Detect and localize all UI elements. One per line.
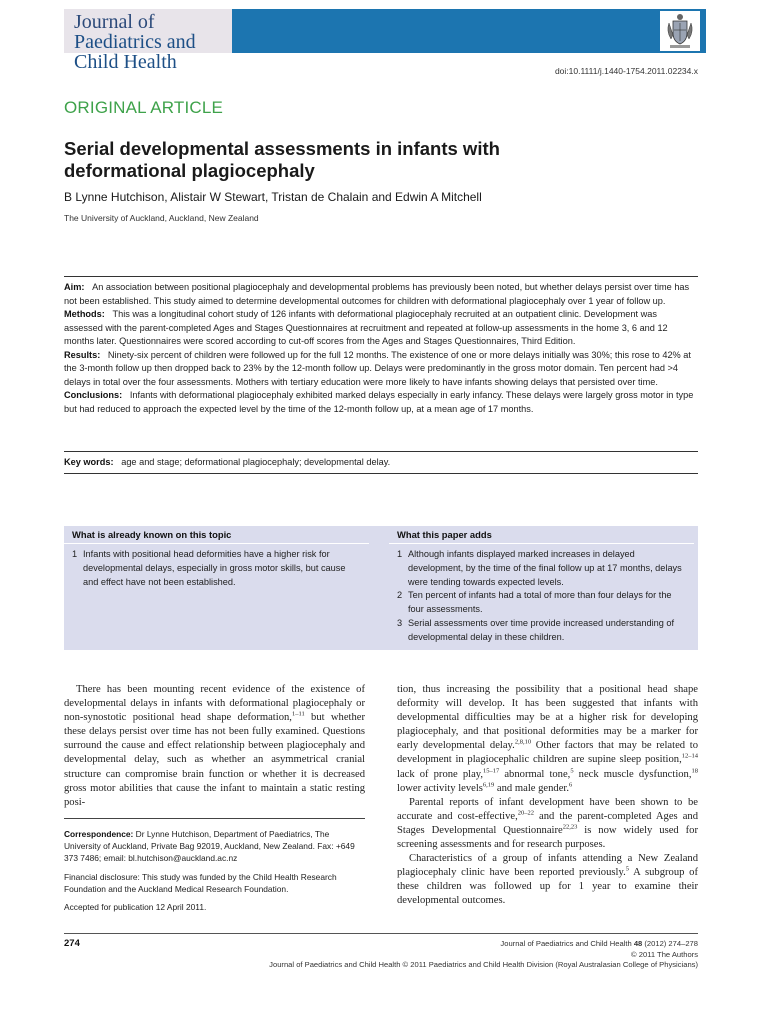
citation-ref[interactable]: 6,19 [482, 781, 495, 789]
journal-name-line2: Child Health [74, 51, 177, 73]
keywords-text: age and stage; deformational plagiocephaly; developmental delay. [121, 457, 391, 467]
abstract-text: Infants with deformational plagiocephaly exhibited marked delays especially in early infancy. These delays were largely gross motor in type but had reduced to approach the expected level by the time of the 12-month follow up, at a mean age of 17 months. [64, 390, 694, 414]
authors: B Lynne Hutchison, Alistair W Stewart, Tristan de Chalain and Edwin A Mitchell [64, 190, 482, 204]
known-topic-column [64, 526, 369, 589]
journal-name-emphasis: Paediatrics and [74, 31, 196, 53]
article-title: Serial developmental assessments in infants with deformational plagiocephaly [64, 138, 500, 181]
abstract-text: Ninety-six percent of children were followed up for the full 12 months. The existence of one or more delays initially was 30%; this rose to 42% at the 3-month follow up then dropped back to 23% by the 12-month follow up. Delays were predominantly in the gross motor domain. Ten percent had >4 delays in total over the four assessments. Mothers with tertiary education were more likely to have infants showing delays that persisted over time. [64, 349, 691, 387]
correspondence-address: Dr Lynne Hutchison, Department of Paediatrics, The University of Auckland, Private Bag 92019, Auckland, New Zealand. Fax: +649 373 7486; email: bl.hutchison@auckland.ac.nz [64, 829, 355, 864]
citation-ref[interactable]: 1–11 [291, 710, 305, 718]
journal-name [74, 12, 232, 72]
page-number: 274 [64, 938, 80, 949]
correspondence-rule [64, 818, 365, 819]
abstract-label: Results: [64, 349, 101, 360]
list-text: Although infants displayed marked increases in delayed development, by the time of the final follow up at 17 months, delays were tending towards expected levels. [408, 549, 682, 587]
footer-citation [269, 939, 698, 971]
footer-rule [64, 933, 698, 934]
citation-ref[interactable]: 15–17 [483, 767, 500, 775]
citation-ref[interactable]: 20–22 [517, 809, 534, 817]
known-topic-list [64, 544, 369, 589]
body-paragraph: tion, thus increasing the possibility that a positional head shape deformity will develop. It has been suggested that infants with developmental difficulties may be at a higher risk for developing plagiocephaly, and that positional deformities may be a marker for early developmental delay.$^{2,8,10}$ Other factors that may be related to development in plagiocephalic children are supine sleep position,$^{12-14}$ lack of prone play,$^{15-17}$ abnormal tone,$^5$ neck muscle dysfunction,$^{18}$ lower activity levels$^{6,19}$ and male gender.$^6$ [397, 684, 699, 794]
citation-ref[interactable]: 22,23 [562, 823, 578, 831]
citation-ref[interactable]: 5 [570, 767, 574, 775]
abstract-label: Aim: [64, 282, 85, 292]
citation-ref[interactable]: 5 [625, 865, 629, 873]
abstract-text: An association between positional plagiocephaly and developmental problems has previously been noted, but whether delays persist over time has not been established. This study aimed to determine developmental outcomes for children with deformational plagiocephaly over 1 year of follow up. [64, 282, 690, 306]
citation-line: Journal of Paediatrics and Child Health 48 (2012) 274–278 [500, 939, 698, 948]
section-label: ORIGINAL ARTICLE [64, 98, 224, 117]
correspondence-text [64, 828, 365, 865]
copyright-authors: © 2011 The Authors [631, 949, 698, 959]
journal-name-prefix: Journal of [74, 11, 155, 33]
list-item [397, 548, 686, 589]
list-number: 1 [397, 549, 403, 559]
copyright-line: Journal of Paediatrics and Child Health © 2011 Paediatrics and Child Health Division (Royal Australasian College of Physicians) [269, 960, 698, 970]
list-text: Ten percent of infants had a total of more than four delays for the four assessments. [408, 590, 672, 615]
abstract [64, 281, 698, 416]
list-text: Serial assessments over time provide increased understanding of developmental delay in these children. [408, 617, 675, 642]
keywords-label: Key words: [64, 457, 114, 467]
citation-ref[interactable]: 12–14 [681, 752, 698, 760]
financial-disclosure: Financial disclosure: This study was funded by the Child Health Research Foundation and the Auckland Medical Research Foundation. [64, 871, 337, 894]
keywords-rule [64, 451, 698, 452]
summary-box [64, 526, 698, 650]
abstract-aim [64, 281, 698, 308]
abstract-label: Conclusions: [64, 390, 123, 400]
doi[interactable]: doi:10.1111/j.1440-1754.2011.02234.x [554, 66, 698, 76]
list-number: 1 [72, 549, 78, 559]
abstract-label: Methods: [64, 309, 105, 319]
paper-adds-list [389, 544, 694, 645]
abstract-methods [64, 308, 698, 349]
list-text: Infants with positional head deformities have a higher risk for developmental delays, especially in gross motor skills, but cause and effect have not been established. [83, 549, 346, 587]
correspondence [64, 828, 365, 919]
paper-adds-column [389, 526, 694, 645]
accepted-date: Accepted for publication 12 April 2011. [64, 902, 207, 913]
citation-ref[interactable]: 6 [569, 781, 573, 789]
body-paragraph: Parental reports of infant development have been shown to be accurate and cost-effective,$^{20-22}$ and the parent-completed Ages and Stages Developmental Questionnaire$^{22,23}$ is now widely used for screening assessments and for research purposes. [397, 796, 699, 851]
list-number: 2 [397, 590, 403, 601]
list-item [72, 548, 361, 589]
known-topic-heading: What is already known on this topic [64, 526, 369, 544]
body-column-left [64, 683, 365, 810]
list-item [397, 617, 686, 645]
abstract-top-rule [64, 276, 698, 277]
abstract-text: This was a longitudinal cohort study of 126 infants with deformational plagiocephaly recruited at an outpatient clinic. Development was assessed with the parent-completed Ages and Stages Questionnaires at recruitment and repeated at follow-up assessments in the home 3, 6 and 12 months later. Questionnaires were scored according to cut-off scores from the Ages and Stages Questionnaires, Third Edition. [64, 309, 668, 346]
correspondence-label: Correspondence: [64, 829, 134, 839]
journal-name-panel [64, 9, 232, 73]
citation-ref[interactable]: 2,8,10 [514, 738, 532, 746]
college-crest-icon [660, 11, 700, 51]
keywords-bottom-rule [64, 473, 698, 474]
body-paragraph: Characteristics of a group of infants attending a New Zealand plagiocephaly clinic have been reported previously.$^5$ A subgroup of these children was followed up for 1 year to examine their developmental outcomes. [397, 853, 699, 907]
keywords [64, 457, 698, 467]
list-item [397, 589, 686, 617]
citation-ref[interactable]: 18 [691, 767, 699, 775]
paper-adds-heading: What this paper adds [389, 526, 694, 544]
body-column-right [397, 683, 698, 909]
abstract-conclusions [64, 389, 698, 416]
affiliation: The University of Auckland, Auckland, New Zealand [64, 213, 259, 223]
list-number: 3 [397, 617, 403, 628]
abstract-results [64, 349, 698, 390]
body-paragraph: There has been mounting recent evidence of the existence of developmental delays in infants with deformational plagiocephaly or non-synostotic positional head shape deformation,$^{1-11}$ but whether these delays persist over time has not been fully examined. Questions surround the cause and effect relationship between plagiocephaly and developmental delay, such as whether an asymmetrical cranial structure can compromise brain function or whether it is decreased gross motor abilities that cause the infant to maintain a static resting posi- [64, 684, 365, 808]
